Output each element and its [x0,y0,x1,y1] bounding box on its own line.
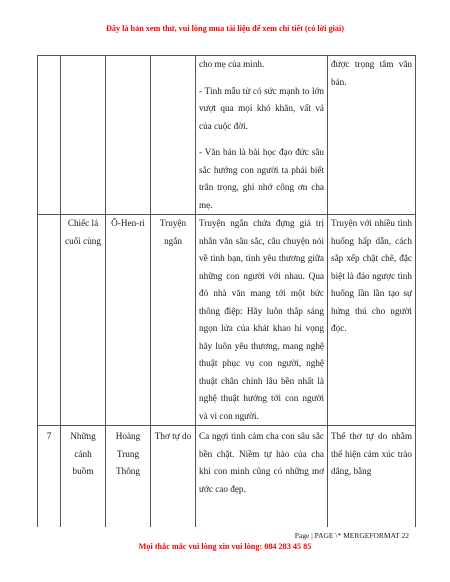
stt-cell [38,56,61,215]
author-cell [106,56,151,215]
literature-table [37,55,416,543]
author-cell: Ô-Hen-ri [106,215,151,426]
content-paragraph: Ca ngợi tình cảm cha con sâu sắc bền chặt. Niềm tự hào của cha khi con mình cũng có những mơ ước cao đẹp. [199,431,324,494]
table-row [38,426,416,543]
art-cell: Thể thơ tự do nhằm thể hiện cảm xúc trào dâng, bằng [328,426,416,543]
genre-cell: Thơ tự do [151,426,196,543]
table-row [38,215,416,426]
content-paragraph: - Văn bản là bài học đạo đức sâu sắc hướng con người ta phải biết trân trọng, ghi nhớ công ơn cha mẹ. [199,147,324,210]
content-cell [196,215,328,426]
title-cell: Chiếc lá cuối cùng [61,215,106,426]
contact-banner: Mọi thắc mắc vui lòng xin vui lòng: 084 283 45 85 [138,542,312,551]
content-paragraph: Truyện ngắn chứa đựng giá trị nhân văn sâu sắc, câu chuyện nói về tình bạn, tình yêu thương giữa những con người với nhau. Qua đó nhà văn mang tới một bức thông điệp: Hãy luôn thắp sáng ngọn lửa của khát khao hi vọng hãy luôn yêu thương, mang nghệ thuật phục vụ con người, nghệ thuật chân chính lâu bền nhất là nghệ thuật hướng tới con người và vì con người. [199,218,324,421]
preview-notice-banner: Đây là bản xem thử, vui lòng mua tài liệu để xem chi tiết (có lời giải) [105,24,344,33]
content-cell [196,56,328,215]
art-cell: Truyện với nhiều tình huống hấp dẫn, cách sắp xếp chặt chẽ, đặc biệt là đảo ngược tình huống lần lần tạo sự hứng thú cho người đọc. [328,215,416,426]
art-cell: được trọng tâm văn bản. [328,56,416,215]
stt-cell [38,215,61,426]
title-cell [61,56,106,215]
page-footer: Page | PAGE \* MERGEFORMAT 22 [294,531,409,540]
stt-cell: 7 [38,426,61,543]
genre-cell: Truyện ngắn [151,215,196,426]
content-cell [196,426,328,543]
content-paragraph: - Tình mẫu tử có sức mạnh to lớn vượt qua mọi khó khăn, vất vả của cuộc đời. [199,85,324,131]
table-row [38,56,416,215]
genre-cell [151,56,196,215]
author-cell: Hoàng Trung Thông [106,426,151,543]
content-paragraph: cho mẹ của mình. [199,59,265,69]
title-cell: Những cánh buồm [61,426,106,543]
